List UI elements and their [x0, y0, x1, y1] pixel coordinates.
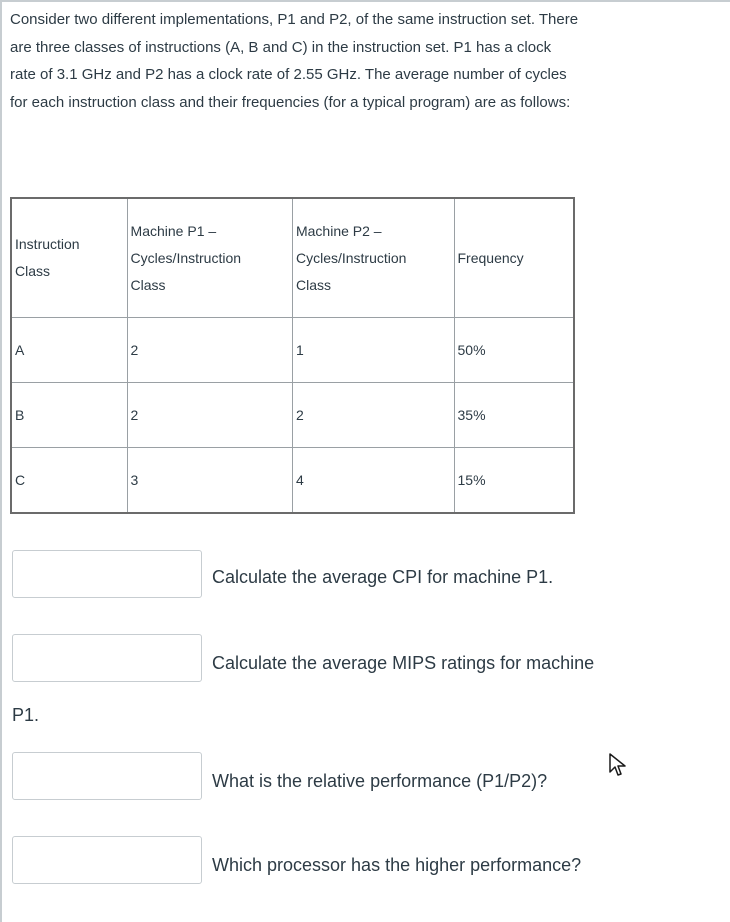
mouse-pointer-icon [608, 752, 630, 778]
answer-input-mips[interactable] [12, 634, 202, 682]
table-header-row [11, 198, 574, 318]
header-line: Instruction [15, 236, 80, 252]
cell-p2-cycles: 1 [292, 318, 454, 383]
table-row [11, 448, 574, 514]
header-line: Machine P1 – [130, 222, 217, 239]
cell-p2-cycles: 4 [292, 448, 454, 514]
header-instruction-class [11, 198, 127, 318]
answer-input-higher-performance[interactable] [12, 836, 202, 884]
question-text-relative-performance: What is the relative performance (P1/P2)? [212, 771, 548, 791]
cell-p1-cycles: 2 [127, 318, 292, 383]
header-line: Machine P2 – [295, 222, 382, 239]
cell-class: A [11, 318, 127, 383]
cell-p1-cycles: 3 [127, 448, 292, 514]
header-frequency [454, 198, 574, 318]
header-line: Class [295, 276, 331, 293]
question-text-higher-performance: Which processor has the higher performance? [212, 855, 582, 875]
cell-p1-cycles: 2 [127, 383, 292, 448]
cell-class: C [11, 448, 127, 514]
cell-frequency: 35% [454, 383, 574, 448]
question-text-mips-continuation: P1. [12, 705, 40, 725]
table-row [11, 383, 574, 448]
question-intro-text: Consider two different implementations, P1 and P2, of the same instruction set. There are three classes of instructions (A, B and C) in the instruction set. P1 has a clock rate of 3.1 GHz and P2 has a clock rate of 2.55 GHz. The average number of cycles for each instruction class and their frequencies (for a typical program) are as follows: [10, 11, 579, 111]
instruction-classes-table [10, 197, 575, 514]
header-line: Cycles/Instruction [295, 249, 407, 266]
frame-top-border [0, 0, 730, 2]
answer-input-relative-performance[interactable] [12, 752, 202, 800]
cell-frequency: 15% [454, 448, 574, 514]
question-text-mips: Calculate the average MIPS ratings for machine [212, 653, 595, 673]
answer-input-cpi[interactable] [12, 550, 202, 598]
header-line: Cycles/Instruction [130, 249, 242, 266]
cell-frequency: 50% [454, 318, 574, 383]
frame-left-border [0, 0, 2, 922]
header-machine-p2 [292, 198, 454, 318]
header-line: Frequency [457, 249, 524, 266]
header-machine-p1 [127, 198, 292, 318]
header-line: Class [15, 263, 51, 279]
cell-p2-cycles: 2 [292, 383, 454, 448]
header-line: Class [130, 276, 166, 293]
table-row [11, 318, 574, 383]
question-text-cpi: Calculate the average CPI for machine P1. [212, 567, 554, 587]
cell-class: B [11, 383, 127, 448]
